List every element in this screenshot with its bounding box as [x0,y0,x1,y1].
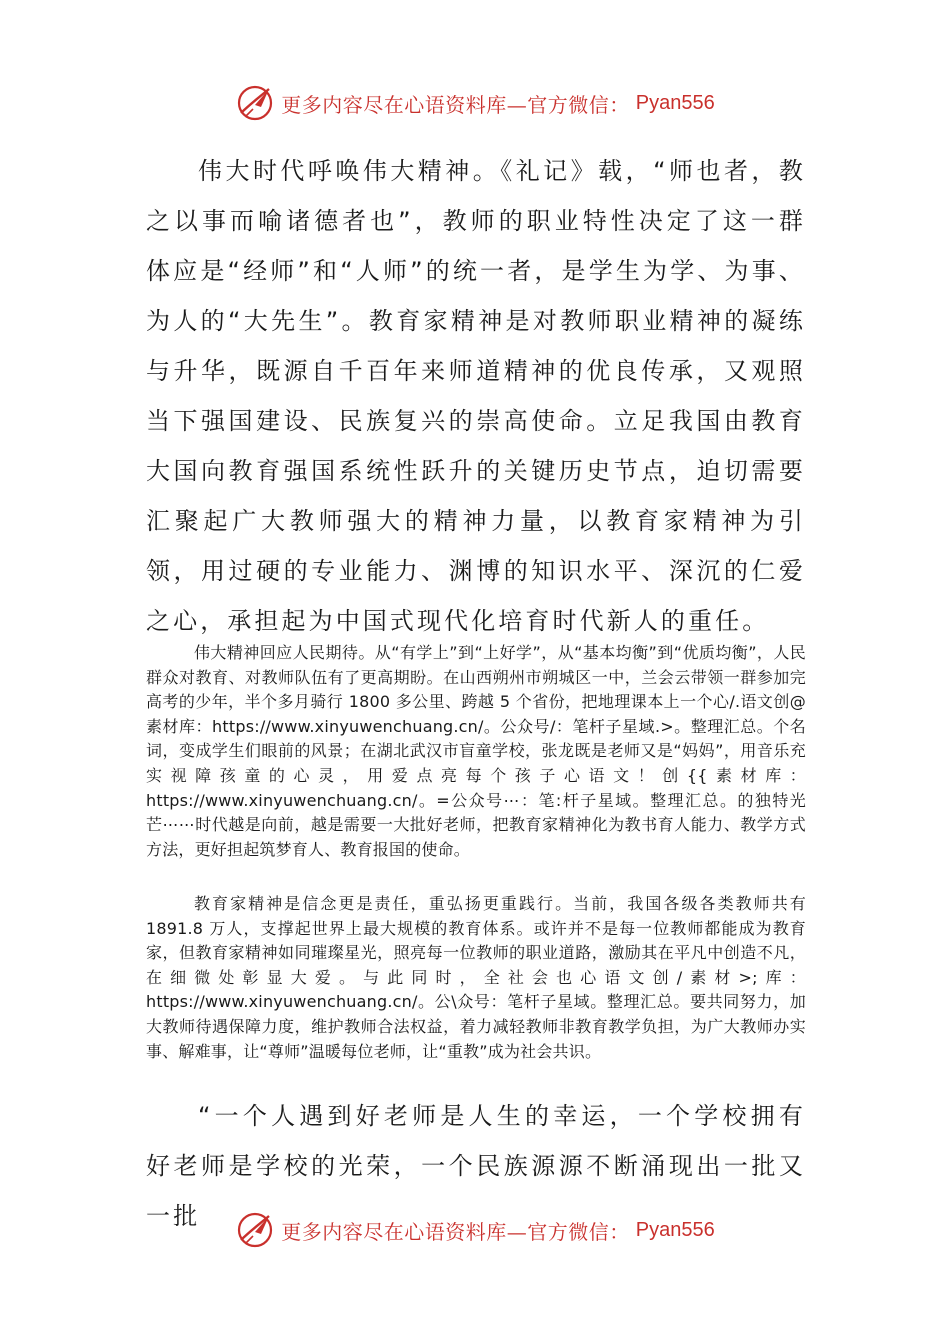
quill-pen-logo-icon [235,1210,275,1250]
header-banner-account: Pyan556 [635,91,715,114]
body-paragraph-4: “一个人遇到好老师是人生的幸运，一个学校拥有好老师是学校的光荣，一个民族源源不断涌现出一批又一批 [146,1102,806,1230]
quill-pen-logo-icon [235,83,275,123]
footer-banner-text: 更多内容尽在心语资料库—官方微信： [281,1219,630,1244]
header-banner [0,80,950,126]
body-paragraph-3: 教育家精神是信念更是责任，重弘扬更重践行。当前，我国各级各类教师共有 1891.8 万人，支撑起世界上最大规模的教育体系。或许并不是每一位教师都能成为教育家，但教育家精神如同璀璨星光，照亮每一位教师的职业道路，激励其在平凡中创造不凡，在细微处彰显大爱。与此同时，全社会也心语文创/素材>;库：https://www.xinyuwenchuang.cn/。公\众号：笔杆子星域。整理汇总。要共同努力，加大教师待遇保障力度，维护教师合法权益，着力减轻教师非教育教学负担，为广大教师办实事、解难事，让“尊师”温暖每位老师，让“重教”成为社会共识。 [146,894,806,1061]
header-banner-text: 更多内容尽在心语资料库—官方微信： [281,92,630,117]
footer-banner-account: Pyan556 [635,1218,715,1241]
body-paragraph-2: 伟大精神回应人民期待。从“有学上”到“上好学”，从“基本均衡”到“优质均衡”，人民群众对教育、对教师队伍有了更高期盼。在山西朔州市朔城区一中，兰会云带领一群参加完高考的少年，半个多月骑行 1800 多公里、跨越 5 个省份，把地理课本上一个心/.语文创@素材库：https://www.xinyuwenchuang.cn/。公众号/：笔杆子星域.>。整理汇总。个名词，变成学生们眼前的风景；在湖北武汉市盲童学校，张龙既是老师又是“妈妈”，用音乐充实视障孩童的心灵，用爱点亮每个孩子心语文！创{{素材库：https://www.xinyuwenchuang.cn/。=公众号⋯：笔:杆子星域。整理汇总。的独特光芒⋯⋯时代越是向前，越是需要一大批好老师，把教育家精神化为教书育人能力、教学方式方法，更好担起筑梦育人、教育报国的使命。 [146,643,806,859]
body-paragraph-1: 伟大时代呼唤伟大精神。《礼记》载，“师也者，教之以事而喻诸德者也”，教师的职业特性决定了这一群体应是“经师”和“人师”的统一者，是学生为学、为事、为人的“大先生”。教育家精神是对教师职业精神的凝练与升华，既源自千百年来师道精神的优良传承，又观照当下强国建设、民族复兴的崇高使命。立足我国由教育大国向教育强国系统性跃升的关键历史节点，迫切需要汇聚起广大教师强大的精神力量，以教育家精神为引领，用过硬的专业能力、渊博的知识水平、深沉的仁爱之心，承担起为中国式现代化培育时代新人的重任。 [146,157,806,635]
footer-banner [0,1207,950,1253]
